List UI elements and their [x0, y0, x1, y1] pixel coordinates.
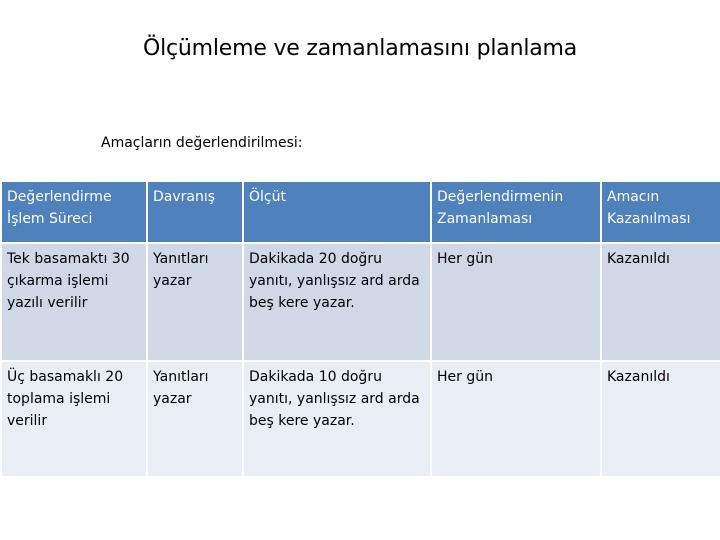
- cell-achievement: Kazanıldı: [601, 361, 720, 477]
- header-behavior: Davranış: [147, 181, 243, 243]
- evaluation-table: [0, 180, 720, 478]
- cell-behavior: Yanıtları yazar: [147, 361, 243, 477]
- table-row: [1, 243, 720, 361]
- table-row: [1, 361, 720, 477]
- header-process: Değerlendirme İşlem Süreci: [1, 181, 147, 243]
- table-header-row: [1, 181, 720, 243]
- cell-process: Tek basamaktı 30 çıkarma işlemi yazılı verilir: [1, 243, 147, 361]
- cell-timing: Her gün: [431, 361, 601, 477]
- cell-timing: Her gün: [431, 243, 601, 361]
- cell-criterion: Dakikada 10 doğru yanıtı, yanlışsız ard arda beş kere yazar.: [243, 361, 431, 477]
- cell-behavior: Yanıtları yazar: [147, 243, 243, 361]
- cell-criterion: Dakikada 20 doğru yanıtı, yanlışsız ard arda beş kere yazar.: [243, 243, 431, 361]
- header-achievement: Amacın Kazanılması: [601, 181, 720, 243]
- header-timing: Değerlendirmenin Zamanlaması: [431, 181, 601, 243]
- slide-subtitle: Amaçların değerlendirilmesi:: [101, 135, 303, 151]
- slide-title: Ölçümleme ve zamanlamasını planlama: [142, 36, 578, 61]
- header-criterion: Ölçüt: [243, 181, 431, 243]
- cell-process: Üç basamaklı 20 toplama işlemi verilir: [1, 361, 147, 477]
- cell-achievement: Kazanıldı: [601, 243, 720, 361]
